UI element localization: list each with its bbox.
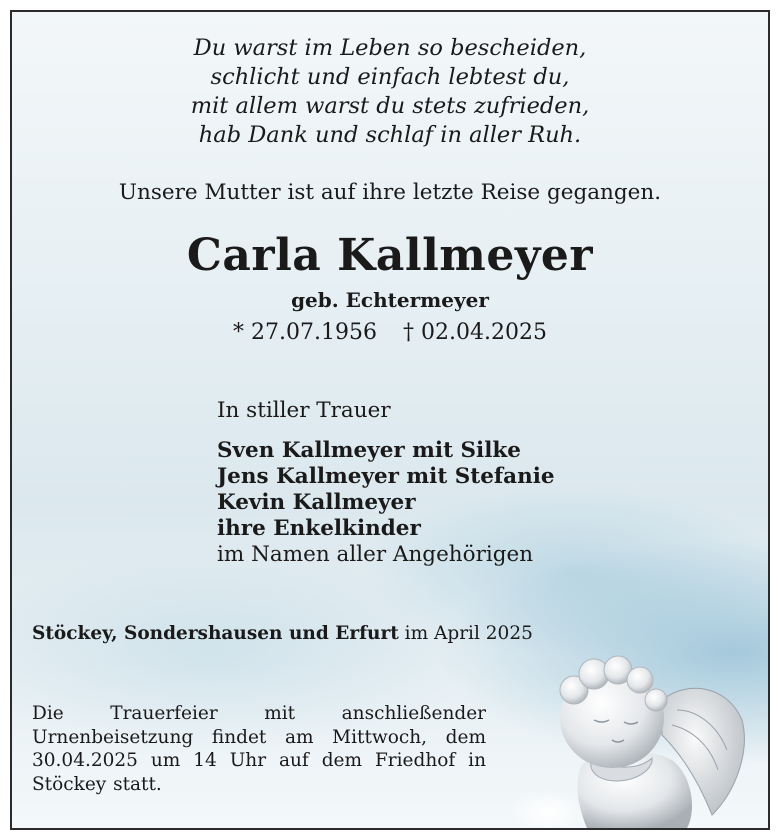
deceased-name: Carla Kallmeyer xyxy=(186,230,594,281)
mourner-name: Jens Kallmeyer mit Stefanie xyxy=(217,464,555,489)
poem xyxy=(12,34,768,150)
place-locations: Stöckey, Sondershausen und Erfurt xyxy=(32,623,399,644)
place-and-date xyxy=(32,623,533,644)
mourner-closing: im Namen aller Angehörigen xyxy=(217,542,534,567)
birth-name: geb. Echtermeyer xyxy=(291,288,489,312)
poem-line: mit allem warst du stets zufrieden, xyxy=(190,93,590,119)
angel-figurine-icon xyxy=(512,640,768,828)
life-dates xyxy=(12,320,768,345)
birth-date: * 27.07.1956 xyxy=(233,320,377,345)
intro-text: Unsere Mutter ist auf ihre letzte Reise gegangen. xyxy=(118,180,662,205)
death-date: † 02.04.2025 xyxy=(403,320,547,345)
mourner-name: Kevin Kallmeyer xyxy=(217,490,416,515)
ceremony-info: Die Trauerfeier mit anschließender Urnenbeisetzung findet am Mittwoch, dem 30.04.2025 um 14 Uhr auf dem Friedhof in Stöckey statt. xyxy=(32,703,486,795)
mourning-heading: In stiller Trauer xyxy=(217,398,391,423)
obituary-notice xyxy=(10,10,770,830)
poem-line: Du warst im Leben so bescheiden, xyxy=(193,35,587,61)
mourner-list xyxy=(217,438,555,568)
place-date: im April 2025 xyxy=(404,623,533,644)
mourner-name: Sven Kallmeyer mit Silke xyxy=(217,438,521,463)
poem-line: schlicht und einfach lebtest du, xyxy=(210,64,570,90)
mourner-name: ihre Enkelkinder xyxy=(217,516,421,541)
poem-line: hab Dank und schlaf in aller Ruh. xyxy=(198,122,582,148)
